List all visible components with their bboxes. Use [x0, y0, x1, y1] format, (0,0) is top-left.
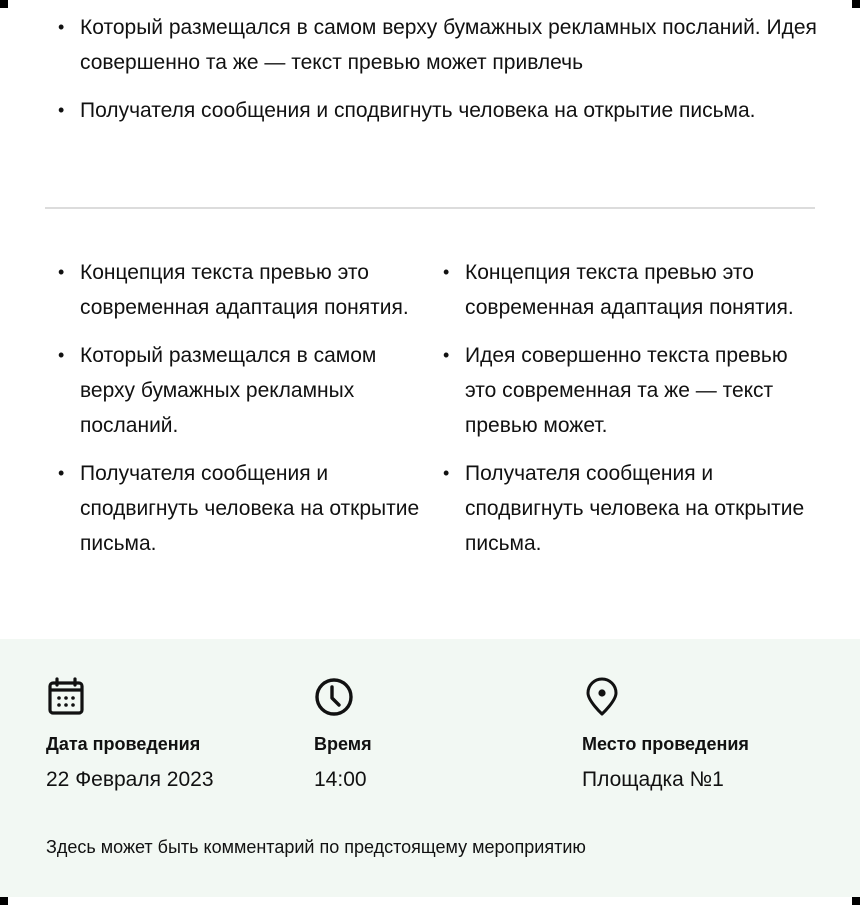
event-time [314, 675, 372, 793]
list-item: • Получателя сообщения и сподвигнуть человека на открытие письма. [55, 456, 425, 561]
place-value: Площадка №1 [582, 768, 724, 791]
corner-mark [0, 897, 8, 905]
date-label: Дата проведения [46, 734, 201, 754]
place-label: Место проведения [582, 734, 749, 754]
list-item: • Идея совершенно текста превью это современная та же — текст превью может. [440, 338, 810, 443]
map-pin-icon [580, 675, 624, 719]
date-value: 22 Февраля 2023 [46, 768, 214, 791]
event-place [582, 675, 749, 793]
corner-mark [0, 0, 8, 8]
event-comment: Здесь может быть комментарий по предстоящему мероприятию [46, 837, 586, 857]
top-bullet-list [55, 10, 825, 141]
time-label: Время [314, 734, 372, 754]
list-item: • Который размещался в самом верху бумажных рекламных посланий. [55, 338, 425, 443]
clock-icon [312, 675, 356, 719]
corner-mark [852, 897, 860, 905]
list-item: • Который размещался в самом верху бумажных рекламных посланий. Идея совершенно та же — текст превью может привлечь [55, 10, 825, 80]
list-item: • Концепция текста превью это современная адаптация понятия. [440, 255, 810, 325]
event-date [46, 675, 214, 793]
corner-mark [852, 0, 860, 8]
list-item: • Получателя сообщения и сподвигнуть человека на открытие письма. [440, 456, 810, 561]
two-column-lists [55, 255, 825, 574]
list-item: • Получателя сообщения и сподвигнуть человека на открытие письма. [55, 93, 825, 128]
event-info-panel [0, 639, 860, 897]
calendar-icon [44, 675, 88, 719]
divider [45, 207, 815, 209]
left-bullet-list [55, 255, 440, 574]
time-value: 14:00 [314, 768, 367, 791]
list-item: • Концепция текста превью это современная адаптация понятия. [55, 255, 425, 325]
right-bullet-list [440, 255, 825, 574]
